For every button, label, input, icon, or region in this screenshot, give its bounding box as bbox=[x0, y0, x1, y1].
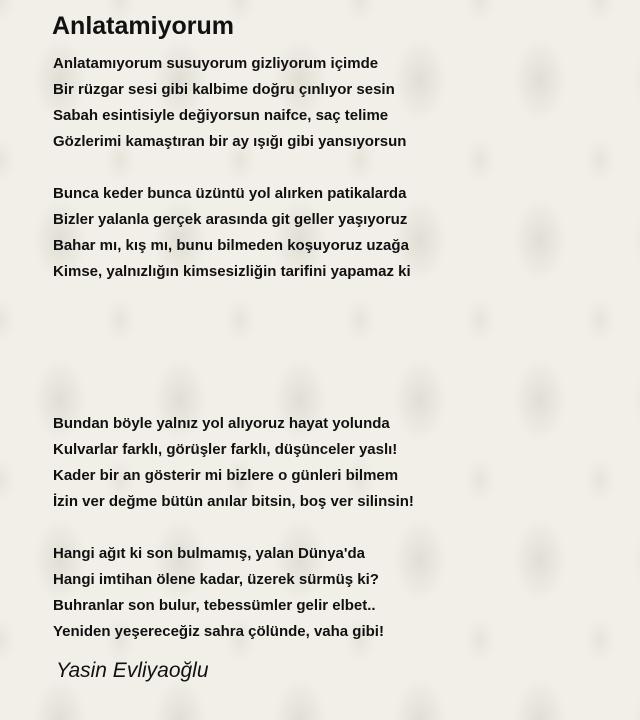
poem-line: Sabah esintisiyle değiyorsun naifce, saç telime bbox=[53, 107, 389, 124]
poem-line: Gözlerimi kamaştıran bir ay ışığı gibi yansıyorsun bbox=[53, 133, 407, 150]
poem-author: Yasin Evliyaoğlu bbox=[56, 659, 209, 682]
poem-line: Bundan böyle yalnız yol alıyoruz hayat yolunda bbox=[53, 415, 390, 432]
poem-line: Bir rüzgar sesi gibi kalbime doğru çınlıyor sesin bbox=[53, 81, 395, 98]
poem-line: Hangi ağıt ki son bulmamış, yalan Dünya'da bbox=[53, 545, 365, 562]
poem-line: Bizler yalanla gerçek arasında git geller yaşıyoruz bbox=[53, 211, 408, 228]
poem-title: Anlatamiyorum bbox=[52, 12, 234, 40]
stanza-3 bbox=[53, 411, 414, 515]
poem-line: Bunca keder bunca üzüntü yol alırken patikalarda bbox=[53, 185, 407, 202]
stanza-4 bbox=[53, 541, 384, 645]
poem-line: Anlatamıyorum susuyorum gizliyorum içimde bbox=[53, 55, 379, 72]
poem-line: Bahar mı, kış mı, bunu bilmeden koşuyoruz uzağa bbox=[53, 237, 409, 254]
poem-line: Kader bir an gösterir mi bizlere o günleri bilmem bbox=[53, 467, 399, 484]
poem-line: Yeniden yeşereceğiz sahra çölünde, vaha gibi! bbox=[53, 623, 384, 640]
poem-line: Buhranlar son bulur, tebessümler gelir elbet.. bbox=[53, 597, 376, 614]
poem-line: Kimse, yalnızlığın kimsesizliğin tarifini yapamaz ki bbox=[53, 263, 411, 280]
stanza-1 bbox=[53, 51, 406, 155]
poem-line: Kulvarlar farklı, görüşler farklı, düşünceler yaslı! bbox=[53, 441, 398, 458]
poem-line: İzin ver değme bütün anılar bitsin, boş ver silinsin! bbox=[53, 493, 414, 510]
stanza-2 bbox=[53, 181, 411, 285]
poem-line: Hangi imtihan ölene kadar, üzerek sürmüş ki? bbox=[53, 571, 379, 588]
